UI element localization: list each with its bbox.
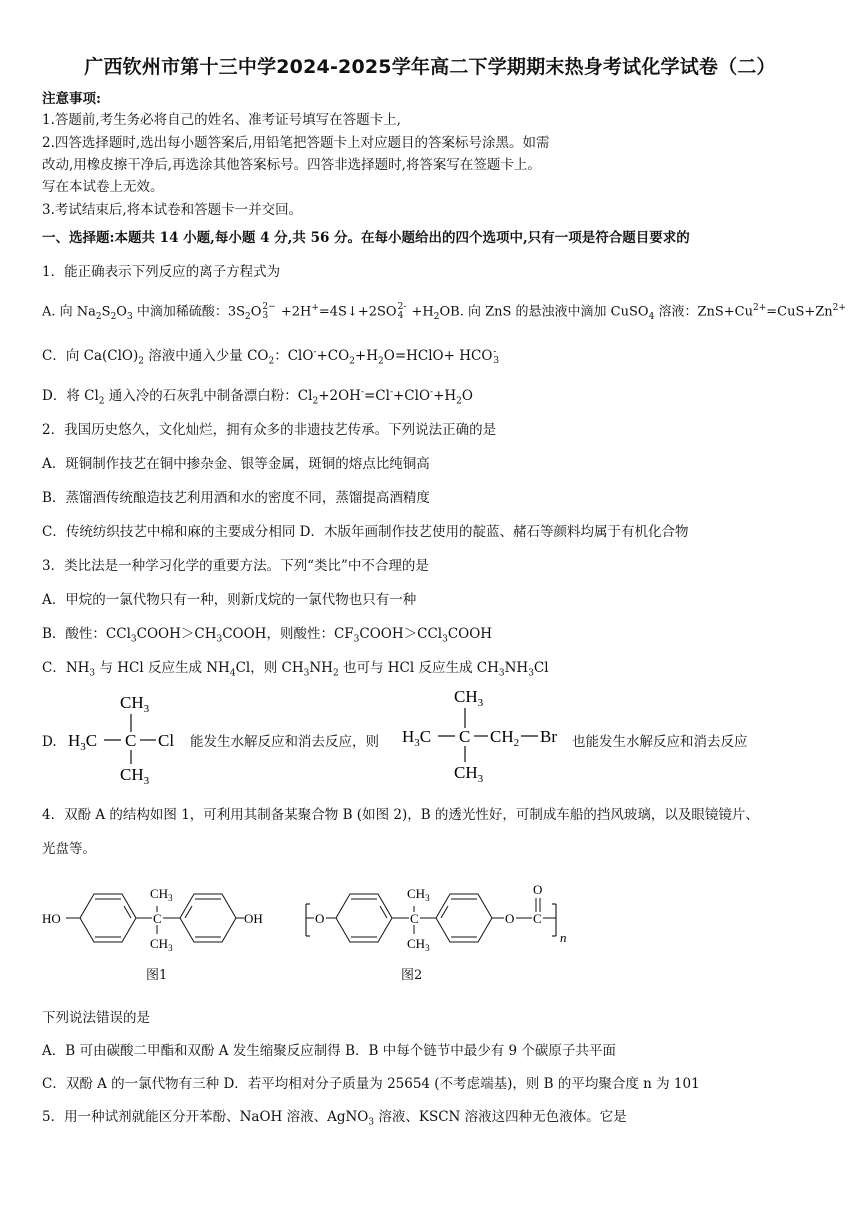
s1-cl: Cl [158,731,175,750]
q4-option-cd: C．双酚 A 的一氯代物有三种 D．若平均相对分子质量为 25654 (不考虑端基)，则 B 的平均聚合度 n 为 101 [42,1076,700,1092]
fig2-repeat-n: n [560,930,567,945]
notice-heading: 注意事项: [42,91,101,107]
fig1-benzene-ring-right [180,894,236,942]
s2-ch2: $CH_2$ [490,727,520,749]
fig2-o-right: O [505,911,515,926]
q3-d-end-text: 也能发生水解反应和消去反应 [572,734,748,750]
q2-option-b: B．蒸馏酒传统酿造技艺利用酒和水的密度不同，蒸馏提高酒精度 [42,490,430,506]
fig1-ch3-top: $CH_3$ [150,886,173,903]
fig1-center-c: C [153,911,162,926]
q3-option-b: B．酸性：$CCl_3COOH>CH_3COOH$，则酸性：$CF_3COOH>CCl_3COOH$ [42,626,493,645]
q4-stem-line-2: 光盘等。 [42,841,96,857]
notice-line-3: 改动,用橡皮擦干净后,再选涂其他答案标号。四答非选择题时,将答案写在签题卡上。 [42,157,541,173]
figure-2-caption: 图2 [401,968,423,983]
fig2-ch3-bottom: $CH_3$ [407,936,430,953]
fig1-ho: HO [42,911,61,926]
q2-option-a: A．斑铜制作技艺在铜中掺杂金、银等金属，斑铜的熔点比纯铜高 [42,456,430,472]
s2-br: Br [540,727,557,746]
page-title: 广西钦州市第十三中学2024-2025学年高二下学期期末热身考试化学试卷（二） [84,56,776,78]
s1-top-ch3: $CH_3$ [120,693,150,715]
polycarbonate-b-figure [300,876,580,962]
notice-line-1: 1.答题前,考生务必将自己的姓名、准考证号填写在答题卡上, [42,112,401,128]
bisphenol-a-figure [40,876,276,962]
fig1-oh: OH [244,911,263,926]
q4-stem-line-1: 4．双酚 A 的结构如图 1，可利用其制备某聚合物 B (如图 2)，B 的透光性好，可制成车船的挡风玻璃，以及眼镜镜片、 [42,807,759,823]
notice-line-4: 写在本试卷上无效。 [42,179,164,195]
q2-stem: 2．我国历史悠久，文化灿烂，拥有众多的非遗技艺传承。下列说法正确的是 [42,422,497,438]
tert-butyl-chloride-structure [66,692,186,784]
q3-option-c: C．$NH_3$ 与 HCl 反应生成 $NH_4Cl$，则 $CH_3NH_2$ 也可与 HCl 反应生成 $CH_3NH_3Cl$ [42,660,549,679]
figure-1-caption: 图1 [146,968,168,983]
q2-option-cd: C．传统纺织技艺中棉和麻的主要成分相同 D．木版年画制作技艺使用的靛蓝、赭石等颜料均属于有机化合物 [42,524,689,540]
fig2-center-c: C [410,911,419,926]
q4-ask: 下列说法错误的是 [42,1010,150,1026]
fig2-ch3-top: $CH_3$ [407,886,430,903]
s1-center-c: C [125,731,137,750]
s2-left-h3c: $H_3C$ [402,727,432,749]
notice-line-2: 2.四答选择题时,选出每小题答案后,用铅笔把答题卡上对应题目的答案标号涂黑。如需 [42,135,550,151]
q3-option-a: A．甲烷的一氯代物只有一种，则新戊烷的一氯代物也只有一种 [42,592,417,608]
s2-top-ch3: $CH_3$ [454,687,484,709]
fig2-o-left: O [315,911,325,926]
s2-bottom-ch3: $CH_3$ [454,763,484,782]
fig2-carbonyl-c: C [533,911,542,926]
q1-option-c: C．向 $Ca(ClO)_2$ 溶液中通入少量 $CO_2$：$ClO^-+CO_2+H_2O=HClO+$ HCO - 3 [42,346,500,367]
q5-stem: 5．用一种试剂就能区分开苯酚、NaOH 溶液、AgNO$_3$ 溶液、KSCN 溶液这四种无色液体。它是 [42,1109,627,1128]
q1-option-d: D．将 $Cl_2$ 通入冷的石灰乳中制备漂白粉：$Cl_2+2OH^-=Cl^-+ClO^-+H_2O$ [42,387,473,407]
section-heading: 一、选择题:本题共 14 小题,每小题 4 分,共 56 分。在每小题给出的四个选项中,只有一项是符合题目要求的 [42,230,690,246]
s2-center-c: C [459,727,471,746]
neopentyl-bromide-structure [400,686,568,782]
q4-option-ab: A．B 可由碳酸二甲酯和双酚 A 发生缩聚反应制得 B．B 中每个链节中最少有 9 个碳原子共平面 [42,1043,616,1059]
s1-left-h3c: $H_3C$ [68,731,98,753]
q3-d-middle-text: 能发生水解反应和消去反应，则 [190,734,379,750]
q1-stem: 1．能正确表示下列反应的离子方程式为 [42,264,281,280]
fig2-benzene-ring-right [436,894,492,942]
notice-line-5: 3.考试结束后,将本试卷和答题卡一并交回。 [42,202,303,218]
fig2-carbonyl-o: O [533,882,543,897]
s1-bottom-ch3: $CH_3$ [120,765,150,784]
q3-stem: 3．类比法是一种学习化学的重要方法。下列“类比”中不合理的是 [42,558,429,574]
q1-option-ab: A. 向 $Na_2S_2O_3$ 中滴加稀硫酸：$3S_2O$ 2− 3 +2H+=4S↓+2SO 2- 4 $+H_2OB$. 向 ZnS 的悬浊液中滴加 CuSO$_4$ 溶液：$ZnS+Cu^{2+}=CuS+Zn^{2+}$ [42,302,846,323]
q3-option-d-label: D. [42,734,57,750]
fig1-ch3-bottom: $CH_3$ [150,936,173,953]
fig1-benzene-ring-left [80,894,136,942]
fig2-benzene-ring-left [336,894,392,942]
